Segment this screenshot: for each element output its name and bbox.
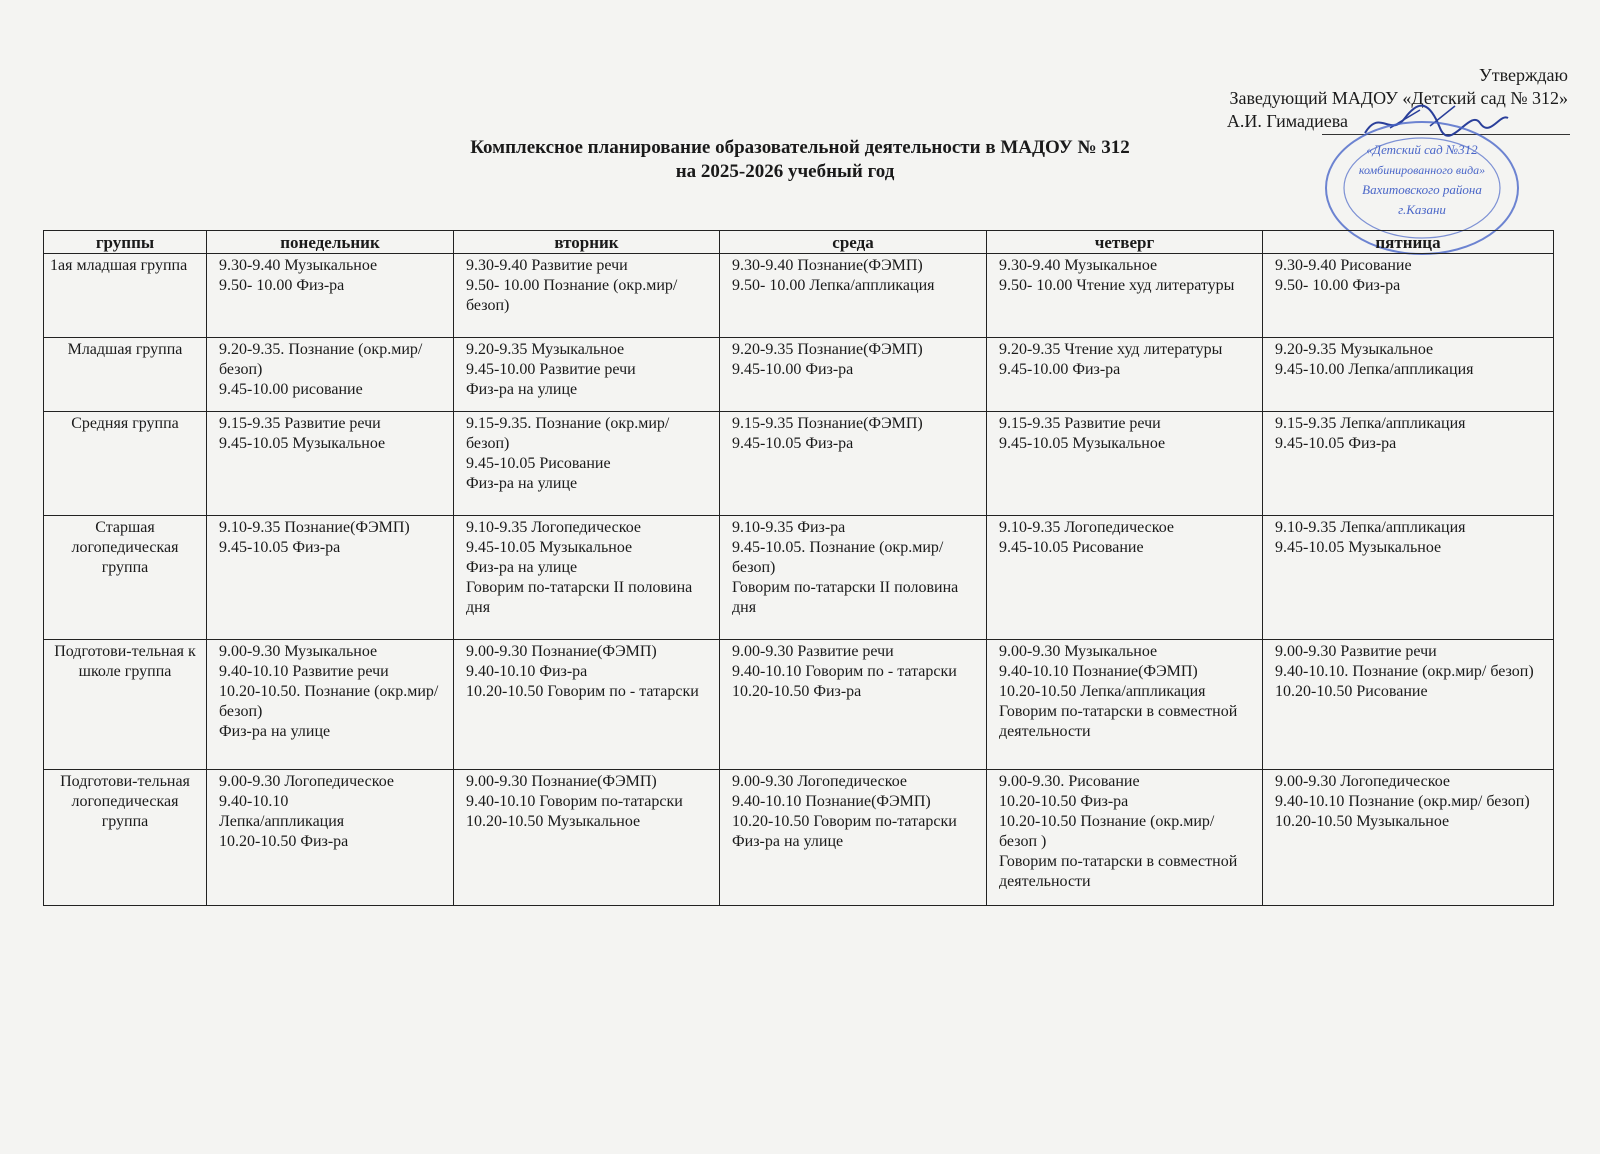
- stamp-line-4: г.Казани: [1398, 202, 1446, 217]
- schedule-cell: 9.30-9.40 Познание(ФЭМП) 9.50- 10.00 Лепка/аппликация: [720, 254, 987, 338]
- schedule-cell: 9.10-9.35 Физ-ра 9.45-10.05. Познание (окр.мир/ безоп) Говорим по-татарски II половина дня: [720, 516, 987, 640]
- group-name: Подготови-тельная к школе группа: [44, 640, 207, 770]
- schedule-cell: 9.15-9.35 Лепка/аппликация 9.45-10.05 Физ-ра: [1263, 412, 1554, 516]
- schedule-cell: 9.20-9.35 Чтение худ литературы 9.45-10.00 Физ-ра: [987, 338, 1263, 412]
- schedule-cell: 9.20-9.35 Познание(ФЭМП) 9.45-10.00 Физ-ра: [720, 338, 987, 412]
- stamp-line-1: «Детский сад №312: [1366, 142, 1478, 157]
- schedule-cell: 9.00-9.30 Логопедическое 9.40-10.10 Познание (окр.мир/ безоп) 10.20-10.50 Музыкальное: [1263, 770, 1554, 906]
- table-row: [44, 640, 1554, 770]
- schedule-cell: 9.20-9.35 Музыкальное 9.45-10.00 Лепка/аппликация: [1263, 338, 1554, 412]
- schedule-table: [43, 230, 1554, 906]
- schedule-cell: 9.30-9.40 Музыкальное 9.50- 10.00 Чтение худ литературы: [987, 254, 1263, 338]
- approval-line-3: А.И. Гимадиева: [1226, 111, 1348, 131]
- schedule-cell: 9.00-9.30 Музыкальное 9.40-10.10 Познание(ФЭМП) 10.20-10.50 Лепка/аппликация Говорим по-татарски в совместной деятельности: [987, 640, 1263, 770]
- stamp-line-2: комбинированного вида»: [1358, 163, 1486, 177]
- schedule-cell: 9.30-9.40 Развитие речи 9.50- 10.00 Познание (окр.мир/ безоп): [454, 254, 720, 338]
- approval-line-1: Утверждаю: [1478, 65, 1568, 85]
- schedule-cell: 9.10-9.35 Познание(ФЭМП) 9.45-10.05 Физ-ра: [207, 516, 454, 640]
- approval-line-2: Заведующий МАДОУ «Детский сад № 312»: [1229, 88, 1568, 108]
- title-line-2: на 2025-2026 учебный год: [675, 161, 895, 182]
- header-friday: пятница: [1263, 231, 1554, 254]
- schedule-cell: 9.10-9.35 Логопедическое 9.45-10.05 Рисование: [987, 516, 1263, 640]
- schedule-cell: 9.20-9.35 Музыкальное 9.45-10.00 Развитие речи Физ-ра на улице: [454, 338, 720, 412]
- schedule-cell: 9.00-9.30. Рисование 10.20-10.50 Физ-ра 10.20-10.50 Познание (окр.мир/ безоп ) Говорим по-татарски в совместной деятельности: [987, 770, 1263, 906]
- schedule-cell: 9.10-9.35 Логопедическое 9.45-10.05 Музыкальное Физ-ра на улице Говорим по-татарски II половина дня: [454, 516, 720, 640]
- table-row: [44, 338, 1554, 412]
- group-name: Младшая группа: [44, 338, 207, 412]
- title-line-1: Комплексное планирование образовательной деятельности в МАДОУ № 312: [470, 137, 1130, 158]
- header-tuesday: вторник: [454, 231, 720, 254]
- page-title: [0, 136, 1600, 184]
- schedule-cell: 9.10-9.35 Лепка/аппликация 9.45-10.05 Музыкальное: [1263, 516, 1554, 640]
- table-row: [44, 254, 1554, 338]
- group-name: Старшая логопедическая группа: [44, 516, 207, 640]
- schedule-cell: 9.00-9.30 Логопедическое 9.40-10.10 Лепка/аппликация 10.20-10.50 Физ-ра: [207, 770, 454, 906]
- header-groups: группы: [44, 231, 207, 254]
- header-row: [44, 231, 1554, 254]
- schedule-cell: 9.30-9.40 Рисование 9.50- 10.00 Физ-ра: [1263, 254, 1554, 338]
- table-row: [44, 412, 1554, 516]
- schedule-cell: 9.15-9.35 Познание(ФЭМП) 9.45-10.05 Физ-ра: [720, 412, 987, 516]
- group-name: Средняя группа: [44, 412, 207, 516]
- schedule-cell: 9.15-9.35 Развитие речи 9.45-10.05 Музыкальное: [987, 412, 1263, 516]
- group-name: 1ая младшая группа: [44, 254, 207, 338]
- header-monday: понедельник: [207, 231, 454, 254]
- schedule-cell: 9.00-9.30 Развитие речи 9.40-10.10 Говорим по - татарски 10.20-10.50 Физ-ра: [720, 640, 987, 770]
- schedule-cell: 9.00-9.30 Развитие речи 9.40-10.10. Познание (окр.мир/ безоп) 10.20-10.50 Рисование: [1263, 640, 1554, 770]
- schedule-cell: 9.00-9.30 Познание(ФЭМП) 9.40-10.10 Говорим по-татарски 10.20-10.50 Музыкальное: [454, 770, 720, 906]
- schedule-cell: 9.20-9.35. Познание (окр.мир/ безоп) 9.45-10.00 рисование: [207, 338, 454, 412]
- schedule-cell: 9.15-9.35 Развитие речи 9.45-10.05 Музыкальное: [207, 412, 454, 516]
- table-row: [44, 770, 1554, 906]
- schedule-cell: 9.00-9.30 Музыкальное 9.40-10.10 Развитие речи 10.20-10.50. Познание (окр.мир/ безоп) Физ-ра на улице: [207, 640, 454, 770]
- schedule-cell: 9.30-9.40 Музыкальное 9.50- 10.00 Физ-ра: [207, 254, 454, 338]
- schedule-cell: 9.15-9.35. Познание (окр.мир/ безоп) 9.45-10.05 Рисование Физ-ра на улице: [454, 412, 720, 516]
- stamp-line-3: Вахитовского района: [1362, 182, 1482, 197]
- group-name: Подготови-тельная логопедическая группа: [44, 770, 207, 906]
- table-row: [44, 516, 1554, 640]
- schedule-cell: 9.00-9.30 Познание(ФЭМП) 9.40-10.10 Физ-ра 10.20-10.50 Говорим по - татарски: [454, 640, 720, 770]
- header-wednesday: среда: [720, 231, 987, 254]
- schedule-cell: 9.00-9.30 Логопедическое 9.40-10.10 Познание(ФЭМП) 10.20-10.50 Говорим по-татарски Физ-ра на улице: [720, 770, 987, 906]
- header-thursday: четверг: [987, 231, 1263, 254]
